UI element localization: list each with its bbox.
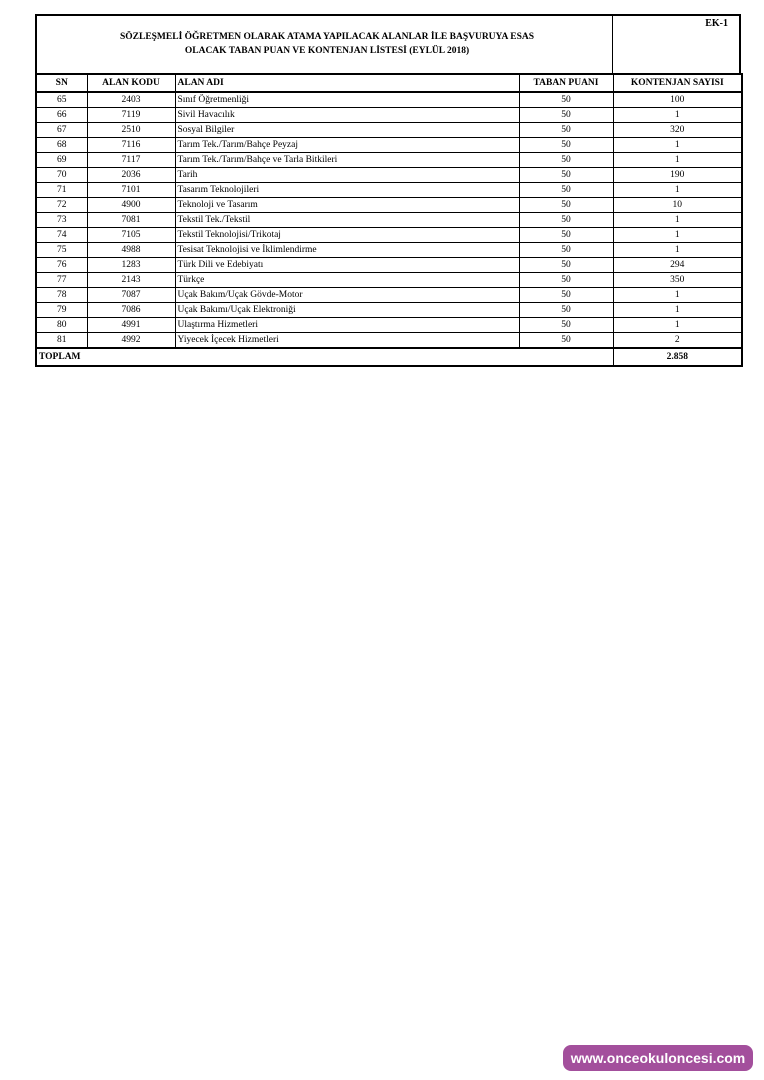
- cell-alan-kodu: 7119: [87, 108, 175, 123]
- cell-taban-puani: 50: [519, 273, 613, 288]
- cell-alan-adi: Sivil Havacılık: [175, 108, 519, 123]
- cell-taban-puani: 50: [519, 228, 613, 243]
- cell-kontenjan-sayisi: 1: [613, 243, 742, 258]
- cell-kontenjan-sayisi: 2: [613, 333, 742, 349]
- cell-alan-adi: Uçak Bakım/Uçak Gövde-Motor: [175, 288, 519, 303]
- annex-cell: [612, 16, 739, 73]
- cell-sn: 70: [36, 168, 87, 183]
- cell-alan-adi: Tekstil Teknolojisi/Trikotaj: [175, 228, 519, 243]
- cell-alan-adi: Tarım Tek./Tarım/Bahçe Peyzaj: [175, 138, 519, 153]
- table-row: [36, 183, 742, 198]
- cell-sn: 68: [36, 138, 87, 153]
- document-sheet: [35, 14, 741, 367]
- cell-alan-adi: Sınıf Öğretmenliği: [175, 92, 519, 108]
- document-header: [35, 14, 741, 73]
- cell-alan-adi: Sosyal Bilgiler: [175, 123, 519, 138]
- cell-sn: 69: [36, 153, 87, 168]
- cell-alan-kodu: 7116: [87, 138, 175, 153]
- table-row: [36, 288, 742, 303]
- table-row: [36, 138, 742, 153]
- cell-alan-kodu: 2510: [87, 123, 175, 138]
- cell-alan-kodu: 7086: [87, 303, 175, 318]
- table-row: [36, 108, 742, 123]
- table-row: [36, 333, 742, 349]
- cell-alan-adi: Türkçe: [175, 273, 519, 288]
- cell-sn: 71: [36, 183, 87, 198]
- cell-alan-adi: Tesisat Teknolojisi ve İklimlendirme: [175, 243, 519, 258]
- cell-alan-kodu: 4991: [87, 318, 175, 333]
- cell-sn: 75: [36, 243, 87, 258]
- cell-alan-adi: Tarım Tek./Tarım/Bahçe ve Tarla Bitkileri: [175, 153, 519, 168]
- cell-alan-kodu: 7081: [87, 213, 175, 228]
- cell-sn: 72: [36, 198, 87, 213]
- cell-taban-puani: 50: [519, 288, 613, 303]
- header-alan-kodu: ALAN KODU: [87, 74, 175, 92]
- cell-taban-puani: 50: [519, 92, 613, 108]
- cell-sn: 67: [36, 123, 87, 138]
- cell-taban-puani: 50: [519, 168, 613, 183]
- cell-alan-kodu: 4900: [87, 198, 175, 213]
- cell-taban-puani: 50: [519, 333, 613, 349]
- cell-taban-puani: 50: [519, 198, 613, 213]
- cell-taban-puani: 50: [519, 138, 613, 153]
- cell-kontenjan-sayisi: 1: [613, 183, 742, 198]
- cell-alan-kodu: 2403: [87, 92, 175, 108]
- cell-alan-adi: Uçak Bakımı/Uçak Elektroniği: [175, 303, 519, 318]
- cell-kontenjan-sayisi: 350: [613, 273, 742, 288]
- table-row: [36, 243, 742, 258]
- cell-kontenjan-sayisi: 294: [613, 258, 742, 273]
- cell-sn: 73: [36, 213, 87, 228]
- cell-kontenjan-sayisi: 1: [613, 318, 742, 333]
- cell-kontenjan-sayisi: 1: [613, 153, 742, 168]
- cell-taban-puani: 50: [519, 258, 613, 273]
- table-row: [36, 198, 742, 213]
- cell-alan-kodu: 2036: [87, 168, 175, 183]
- cell-taban-puani: 50: [519, 183, 613, 198]
- cell-sn: 81: [36, 333, 87, 349]
- cell-kontenjan-sayisi: 190: [613, 168, 742, 183]
- header-alan-adi: ALAN ADI: [175, 74, 519, 92]
- cell-alan-adi: Tekstil Tek./Tekstil: [175, 213, 519, 228]
- cell-kontenjan-sayisi: 1: [613, 228, 742, 243]
- document-title: [37, 30, 617, 58]
- header-taban-puani: TABAN PUANI: [519, 74, 613, 92]
- cell-kontenjan-sayisi: 10: [613, 198, 742, 213]
- cell-kontenjan-sayisi: 320: [613, 123, 742, 138]
- table-row: [36, 228, 742, 243]
- cell-alan-adi: Teknoloji ve Tasarım: [175, 198, 519, 213]
- table-header-row: [36, 74, 742, 92]
- cell-alan-kodu: 2143: [87, 273, 175, 288]
- cell-kontenjan-sayisi: 1: [613, 288, 742, 303]
- cell-taban-puani: 50: [519, 213, 613, 228]
- cell-alan-adi: Tarih: [175, 168, 519, 183]
- cell-alan-kodu: 7105: [87, 228, 175, 243]
- title-line-2: OLACAK TABAN PUAN VE KONTENJAN LİSTESİ (EYLÜL 2018): [184, 46, 470, 56]
- cell-alan-adi: Ulaştırma Hizmetleri: [175, 318, 519, 333]
- cell-alan-adi: Tasarım Teknolojileri: [175, 183, 519, 198]
- table-body: [36, 92, 742, 348]
- cell-alan-adi: Yiyecek İçecek Hizmetleri: [175, 333, 519, 349]
- table-row: [36, 153, 742, 168]
- cell-taban-puani: 50: [519, 303, 613, 318]
- cell-taban-puani: 50: [519, 123, 613, 138]
- cell-taban-puani: 50: [519, 318, 613, 333]
- cell-alan-kodu: 7101: [87, 183, 175, 198]
- cell-sn: 76: [36, 258, 87, 273]
- cell-alan-kodu: 7117: [87, 153, 175, 168]
- cell-kontenjan-sayisi: 100: [613, 92, 742, 108]
- cell-taban-puani: 50: [519, 243, 613, 258]
- table-row: [36, 213, 742, 228]
- cell-alan-kodu: 4992: [87, 333, 175, 349]
- cell-kontenjan-sayisi: 1: [613, 138, 742, 153]
- annex-label: EK-1: [705, 18, 728, 29]
- cell-alan-kodu: 7087: [87, 288, 175, 303]
- cell-sn: 66: [36, 108, 87, 123]
- cell-sn: 80: [36, 318, 87, 333]
- total-value: 2.858: [613, 348, 742, 366]
- total-label: TOPLAM: [36, 348, 613, 366]
- cell-taban-puani: 50: [519, 153, 613, 168]
- quota-table: [35, 73, 743, 367]
- header-sn: SN: [36, 74, 87, 92]
- cell-alan-kodu: 1283: [87, 258, 175, 273]
- cell-taban-puani: 50: [519, 108, 613, 123]
- cell-sn: 77: [36, 273, 87, 288]
- site-watermark: www.onceokuloncesi.com: [563, 1045, 753, 1071]
- table-row: [36, 123, 742, 138]
- table-row: [36, 92, 742, 108]
- cell-sn: 74: [36, 228, 87, 243]
- cell-kontenjan-sayisi: 1: [613, 303, 742, 318]
- table-row: [36, 168, 742, 183]
- cell-alan-kodu: 4988: [87, 243, 175, 258]
- table-row: [36, 273, 742, 288]
- cell-alan-adi: Türk Dili ve Edebiyatı: [175, 258, 519, 273]
- header-kontenjan-sayisi: KONTENJAN SAYISI: [613, 74, 742, 92]
- cell-sn: 65: [36, 92, 87, 108]
- cell-kontenjan-sayisi: 1: [613, 213, 742, 228]
- table-row: [36, 303, 742, 318]
- table-row: [36, 318, 742, 333]
- title-line-1: SÖZLEŞMELİ ÖĞRETMEN OLARAK ATAMA YAPILACAK ALANLAR İLE BAŞVURUYA ESAS: [119, 32, 535, 42]
- total-row: [36, 348, 742, 366]
- cell-sn: 78: [36, 288, 87, 303]
- cell-kontenjan-sayisi: 1: [613, 108, 742, 123]
- cell-sn: 79: [36, 303, 87, 318]
- table-row: [36, 258, 742, 273]
